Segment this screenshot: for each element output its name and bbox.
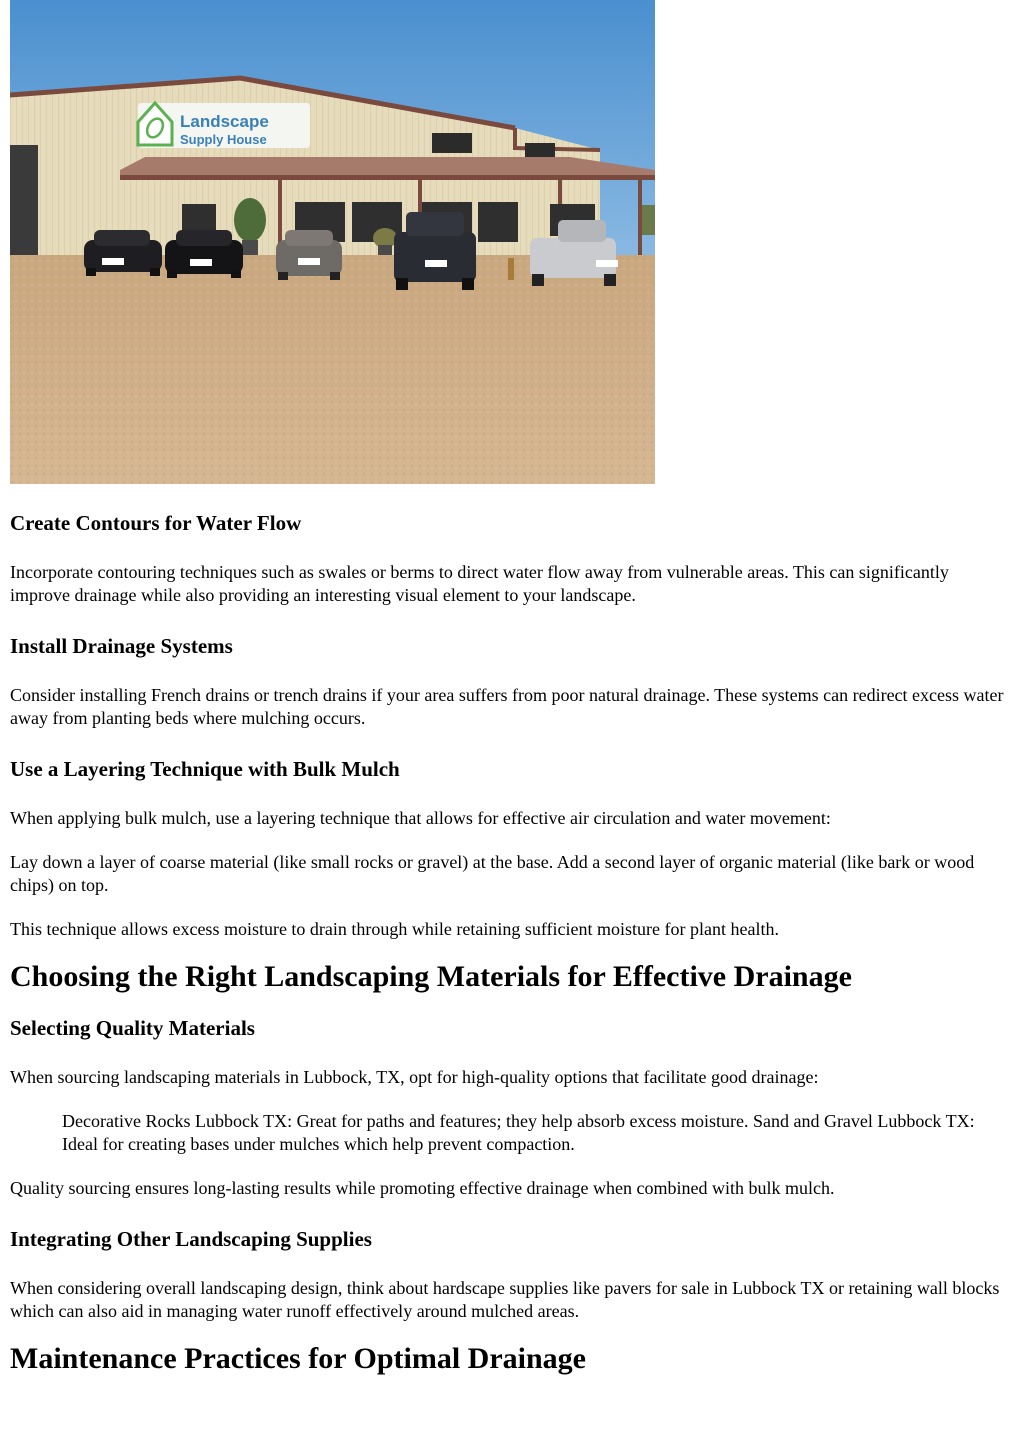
- paragraph-layering-result: This technique allows excess moisture to drain through while retaining sufficient moisture for plant health.: [10, 919, 779, 939]
- paragraph-other-supplies: When considering overall landscaping design, think about hardscape supplies like pavers for sale in Lubbock TX or retaining wall blocks which can also aid in managing water runoff effectively around mulched areas.: [10, 1278, 1000, 1321]
- pickup-truck-1: [394, 212, 476, 290]
- car-3: [276, 230, 342, 280]
- planter-tree: [234, 198, 266, 242]
- sign-title: Landscape: [180, 112, 269, 131]
- paragraph-quality-intro: When sourcing landscaping materials in Lubbock, TX, opt for high-quality options that facilitate good drainage:: [10, 1067, 819, 1087]
- document-body: [10, 0, 1010, 1376]
- heading-quality-materials: Selecting Quality Materials: [10, 1016, 255, 1040]
- storefront-illustration: [10, 0, 655, 484]
- heading-choosing-materials: Choosing the Right Landscaping Materials for Effective Drainage: [10, 960, 852, 993]
- paragraph-layering-steps: Lay down a layer of coarse material (like small rocks or gravel) at the base. Add a second layer of organic material (like bark or wood chips) on top.: [10, 852, 975, 895]
- paragraph-contours: Incorporate contouring techniques such as swales or berms to direct water flow away from vulnerable areas. This can significantly improve drainage while also providing an interesting visual element to your landscape.: [10, 562, 949, 605]
- awning: [120, 157, 655, 178]
- paragraph-drainage-systems: Consider installing French drains or trench drains if your area suffers from poor natural drainage. These systems can redirect excess water away from planting beds where mulching occurs.: [10, 685, 1004, 728]
- heading-contours: Create Contours for Water Flow: [10, 511, 302, 535]
- distant-trees: [640, 205, 655, 235]
- heading-maintenance-practices: Maintenance Practices for Optimal Drainage: [10, 1342, 586, 1375]
- paragraph-quality-sourcing: Quality sourcing ensures long-lasting results while promoting effective drainage when combined with bulk mulch.: [10, 1178, 835, 1198]
- paragraph-layering-intro: When applying bulk mulch, use a layering technique that allows for effective air circulation and water movement:: [10, 808, 831, 828]
- business-sign: [138, 103, 310, 148]
- heading-drainage-systems: Install Drainage Systems: [10, 634, 233, 658]
- storefront-photo: [10, 0, 655, 484]
- indented-material-list: Decorative Rocks Lubbock TX: Great for paths and features; they help absorb excess moisture. Sand and Gravel Lubbock TX: Ideal for creating bases under mulches which help prevent compaction.: [62, 1111, 975, 1154]
- heading-layering-technique: Use a Layering Technique with Bulk Mulch: [10, 757, 400, 781]
- upper-window: [432, 133, 472, 153]
- heading-other-supplies: Integrating Other Landscaping Supplies: [10, 1227, 372, 1251]
- sign-subtitle: Supply House: [180, 132, 267, 147]
- car-2: [165, 230, 243, 278]
- garage-door: [10, 145, 38, 255]
